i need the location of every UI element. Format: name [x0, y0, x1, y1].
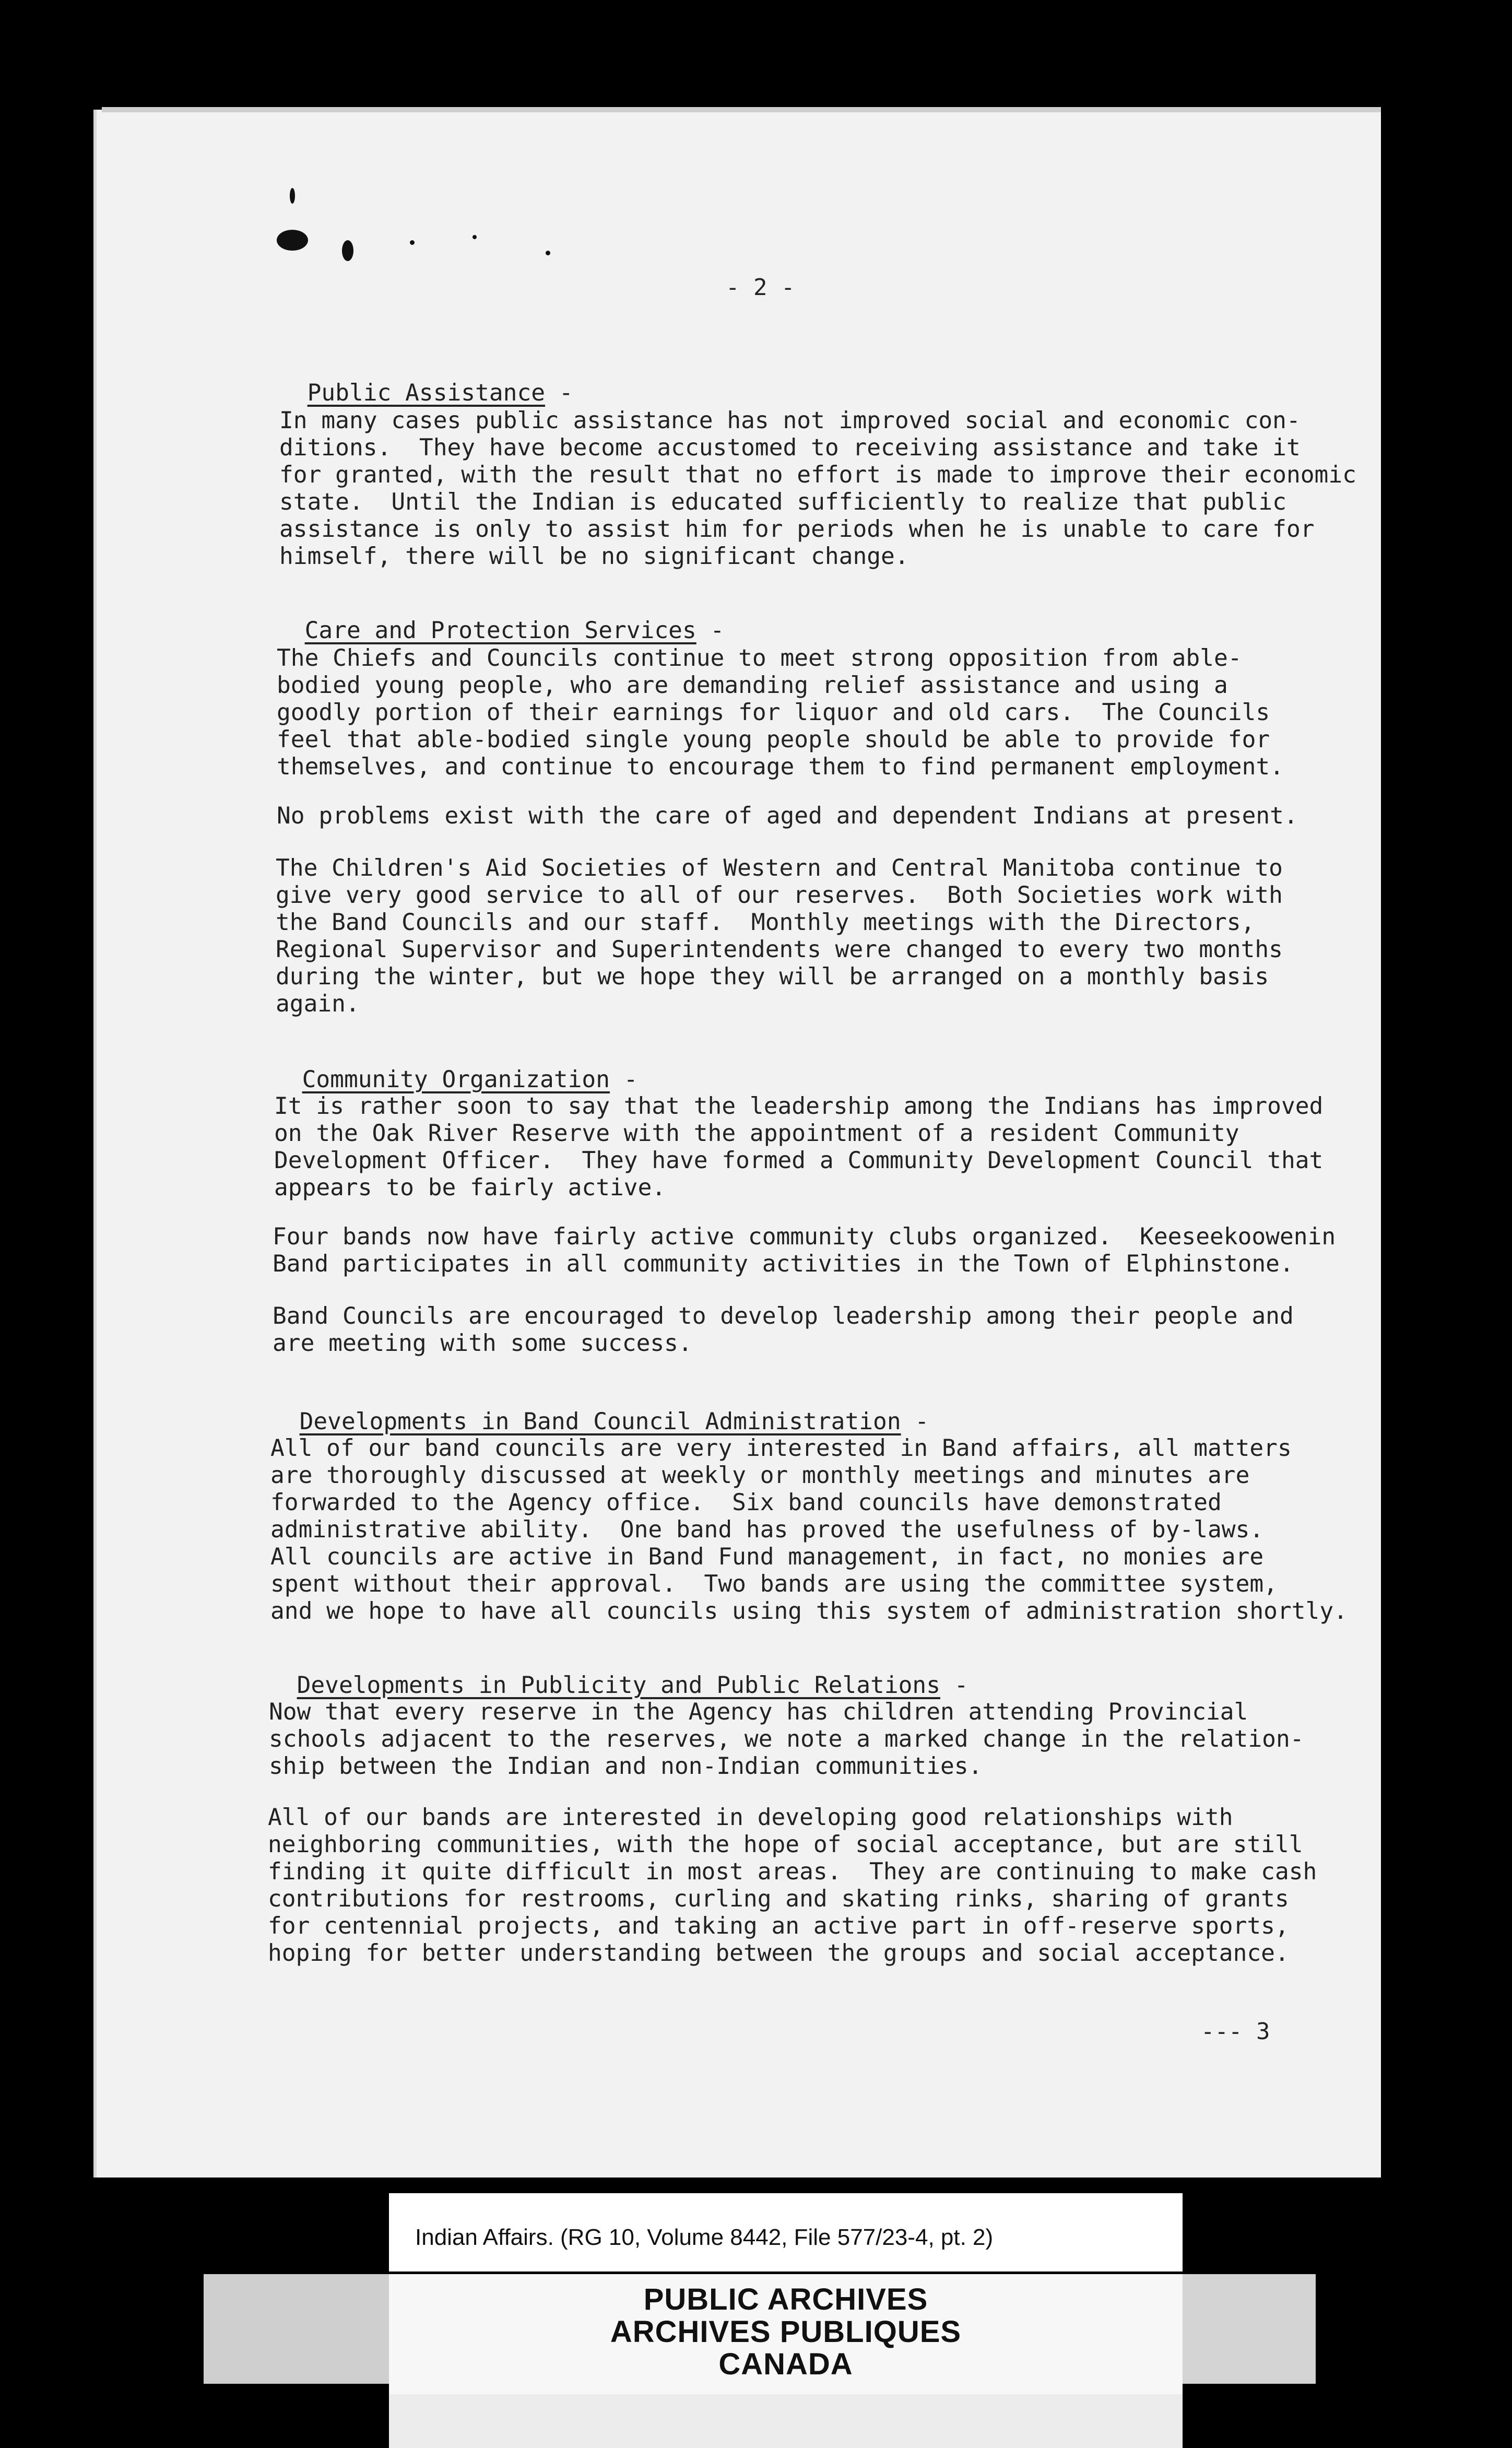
section-heading: Community Organization: [302, 1066, 610, 1093]
paragraph: All of our band councils are very interested in Band affairs, all matters are thoroughly discussed at weekly or monthly meetings and minutes are forwarded to the Agency office. Six band councils have demonstrated administrative ability. One band has proved the usefulness of by-laws. All councils are active in Band Fund management, in fact, no monies are spent without their approval. Two bands are using the committee system, and we hope to have all councils using this system of administration shortly.: [270, 1435, 1348, 1625]
stamp-line-2: ARCHIVES PUBLIQUES: [610, 2315, 962, 2349]
paragraph: All of our bands are interested in developing good relationships with neighboring communities, with the hope of social acceptance, but are still finding it quite difficult in most areas. They are continuing to make cash contributions for restrooms, curling and skating rinks, sharing of grants for centennial projects, and taking an active part in off-reserve sports, hoping for better understanding between the groups and social acceptance.: [268, 1804, 1317, 1967]
paragraph: The Chiefs and Councils continue to meet strong opposition from able- bodied young people, who are demanding relief assistance and using a goodly portion of their earnings for liquor and old cars. The Councils feel that able-bodied single young people should be able to provide for themselves, and continue to encourage them to find permanent employment.: [277, 645, 1284, 780]
heading-dash: -: [901, 1408, 929, 1435]
section-band-council-admin: [271, 1381, 1316, 1435]
section-publicity-relations: [269, 1645, 1313, 1699]
ink-speck: [342, 240, 353, 261]
bottom-strip: [389, 2394, 1183, 2448]
heading-dash: -: [610, 1066, 638, 1093]
ink-speck: [277, 230, 308, 251]
paragraph: Now that every reserve in the Agency has children attending Provincial schools adjacent to the reserves, we note a marked change in the relation- ship between the Indian and non-Indian communities.: [269, 1699, 1304, 1780]
heading-dash: -: [940, 1672, 968, 1699]
ink-speck: [290, 188, 295, 204]
section-community-organization: [274, 1039, 1318, 1093]
archive-reference: Indian Affairs. (RG 10, Volume 8442, File 577/23-4, pt. 2): [415, 2225, 994, 2250]
section-heading: Care and Protection Services: [304, 617, 696, 644]
paragraph: Band Councils are encouraged to develop leadership among their people and are meeting with some success.: [273, 1303, 1294, 1357]
stamp-line-3: CANADA: [718, 2347, 853, 2381]
page-top-edge: [102, 107, 1381, 112]
paragraph: In many cases public assistance has not improved social and economic con- ditions. They have become accustomed to receiving assistance and take it for granted, with the result that no effort is made to improve their economic state. Until the Indian is educated sufficiently to realize that public assistance is only to assist him for periods when he is unable to care for himself, there will be no significant change.: [279, 407, 1356, 570]
next-page-marker: --- 3: [1201, 2018, 1270, 2045]
heading-dash: -: [696, 617, 725, 644]
paragraph: No problems exist with the care of aged and dependent Indians at present.: [277, 803, 1298, 829]
section-heading: Developments in Publicity and Public Relations: [297, 1672, 940, 1699]
section-heading: Public Assistance: [307, 380, 546, 406]
stamp-band-right: [1180, 2274, 1316, 2384]
stamp-band-left: [204, 2274, 397, 2384]
page-number: - 2 -: [726, 274, 795, 301]
section-public-assistance: [279, 352, 1324, 407]
stamp-line-1: PUBLIC ARCHIVES: [643, 2282, 928, 2316]
paragraph: It is rather soon to say that the leadership among the Indians has improved on the Oak River Reserve with the appointment of a resident Community Development Officer. They have formed a Community Development Council that appears to be fairly active.: [274, 1093, 1324, 1201]
section-heading: Developments in Band Council Administration: [299, 1408, 901, 1435]
ink-speck: [473, 235, 477, 239]
heading-dash: -: [545, 380, 573, 406]
ink-speck: [410, 240, 415, 245]
paragraph: Four bands now have fairly active community clubs organized. Keeseekoowenin Band participates in all community activities in the Town of Elphinstone.: [273, 1223, 1336, 1277]
ink-speck: [546, 251, 550, 255]
section-care-protection: [277, 590, 1321, 644]
paragraph: The Children's Aid Societies of Western and Central Manitoba continue to give very good service to all of our reserves. Both Societies work with the Band Councils and our staff. Monthly meetings with the Directors, Regional Supervisor and Superintendents were changed to every two months during the winter, but we hope they will be arranged on a monthly basis again.: [276, 855, 1283, 1017]
